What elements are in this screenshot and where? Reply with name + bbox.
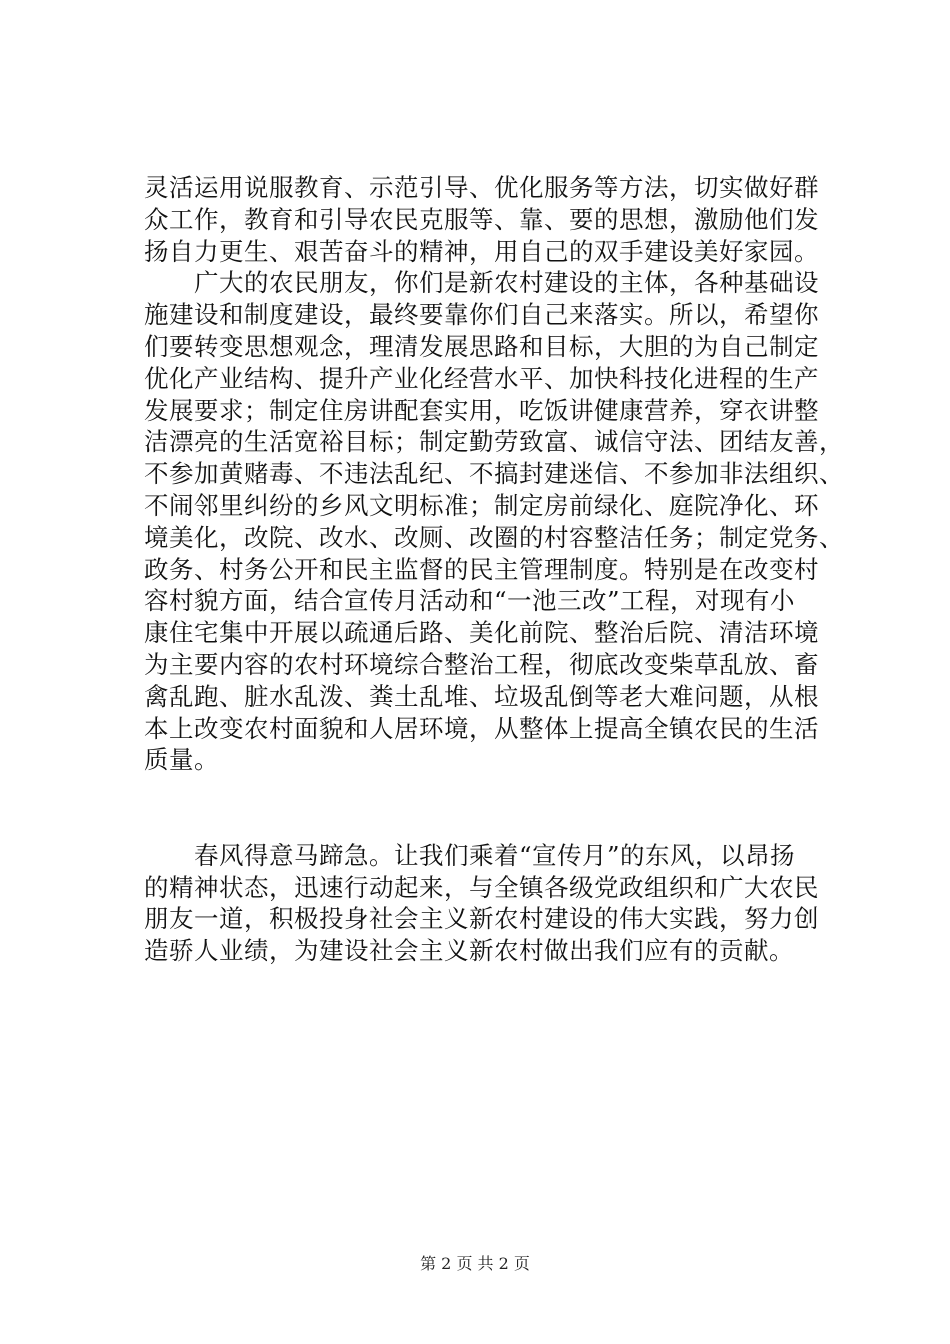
text-line: 不参加黄赌毒、不违法乱纪、不搞封建迷信、不参加非法组织、 (144, 459, 844, 489)
text-line: 境美化，改院、改水、改厕、改圈的村容整洁任务；制定党务、 (144, 522, 844, 552)
text-line: 质量。 (144, 745, 219, 775)
text-line: 政务、村务公开和民主监督的民主管理制度。特别是在改变村 (144, 554, 819, 584)
text-line: 康住宅集中开展以疏通后路、美化前院、整治后院、清洁环境 (144, 618, 819, 648)
paragraph-3 (144, 840, 834, 967)
text-line: 灵活运用说服教育、示范引导、优化服务等方法，切实做好群 (144, 173, 819, 202)
text-line: 的精神状态，迅速行动起来，与全镇各级党政组织和广大农民 (144, 872, 819, 902)
paragraph-1 (144, 172, 834, 267)
text-line: 禽乱跑、脏水乱泼、粪土乱堆、垃圾乱倒等老大难问题，从根 (144, 681, 819, 711)
text-line (144, 808, 834, 840)
text-line: 不闹邻里纠纷的乡风文明标准；制定房前绿化、庭院净化、环 (144, 490, 819, 520)
text-line (144, 776, 834, 808)
paragraph-2 (144, 267, 844, 839)
text-line: 容村貌方面，结合宣传月活动和“一池三改”工程，对现有小 (144, 586, 796, 616)
text-line: 为主要内容的农村环境综合整治工程，彻底改变柴草乱放、畜 (144, 649, 819, 679)
text-line: 扬自力更生、艰苦奋斗的精神，用自己的双手建设美好家园。 (144, 236, 819, 266)
text-line: 众工作，教育和引导农民克服等、靠、要的思想，激励他们发 (144, 204, 819, 234)
text-line: 发展要求；制定住房讲配套实用，吃饭讲健康营养，穿衣讲整 (144, 395, 819, 425)
text-line: 施建设和制度建设，最终要靠你们自己来落实。所以，希望你 (144, 300, 819, 330)
text-line: 朋友一道，积极投身社会主义新农村建设的伟大实践，努力创 (144, 904, 819, 934)
text-line: 本上改变农村面貌和人居环境，从整体上提高全镇农民的生活 (144, 713, 819, 743)
text-line: 造骄人业绩，为建设社会主义新农村做出我们应有的贡献。 (144, 936, 794, 966)
text-line: 春风得意马蹄急。让我们乘着“宣传月”的东风，以昂扬 (194, 840, 796, 870)
text-line: 优化产业结构、提升产业化经营水平、加快科技化进程的生产 (144, 363, 819, 393)
text-line: 洁漂亮的生活宽裕目标；制定勤劳致富、诚信守法、团结友善， (144, 427, 844, 457)
page-number-footer: 第 2 页 共 2 页 (420, 1254, 530, 1273)
body-text (144, 172, 844, 967)
text-line: 们要转变思想观念，理清发展思路和目标，大胆的为自己制定 (144, 331, 819, 361)
text-line: 广大的农民朋友，你们是新农村建设的主体，各种基础设 (194, 268, 819, 298)
